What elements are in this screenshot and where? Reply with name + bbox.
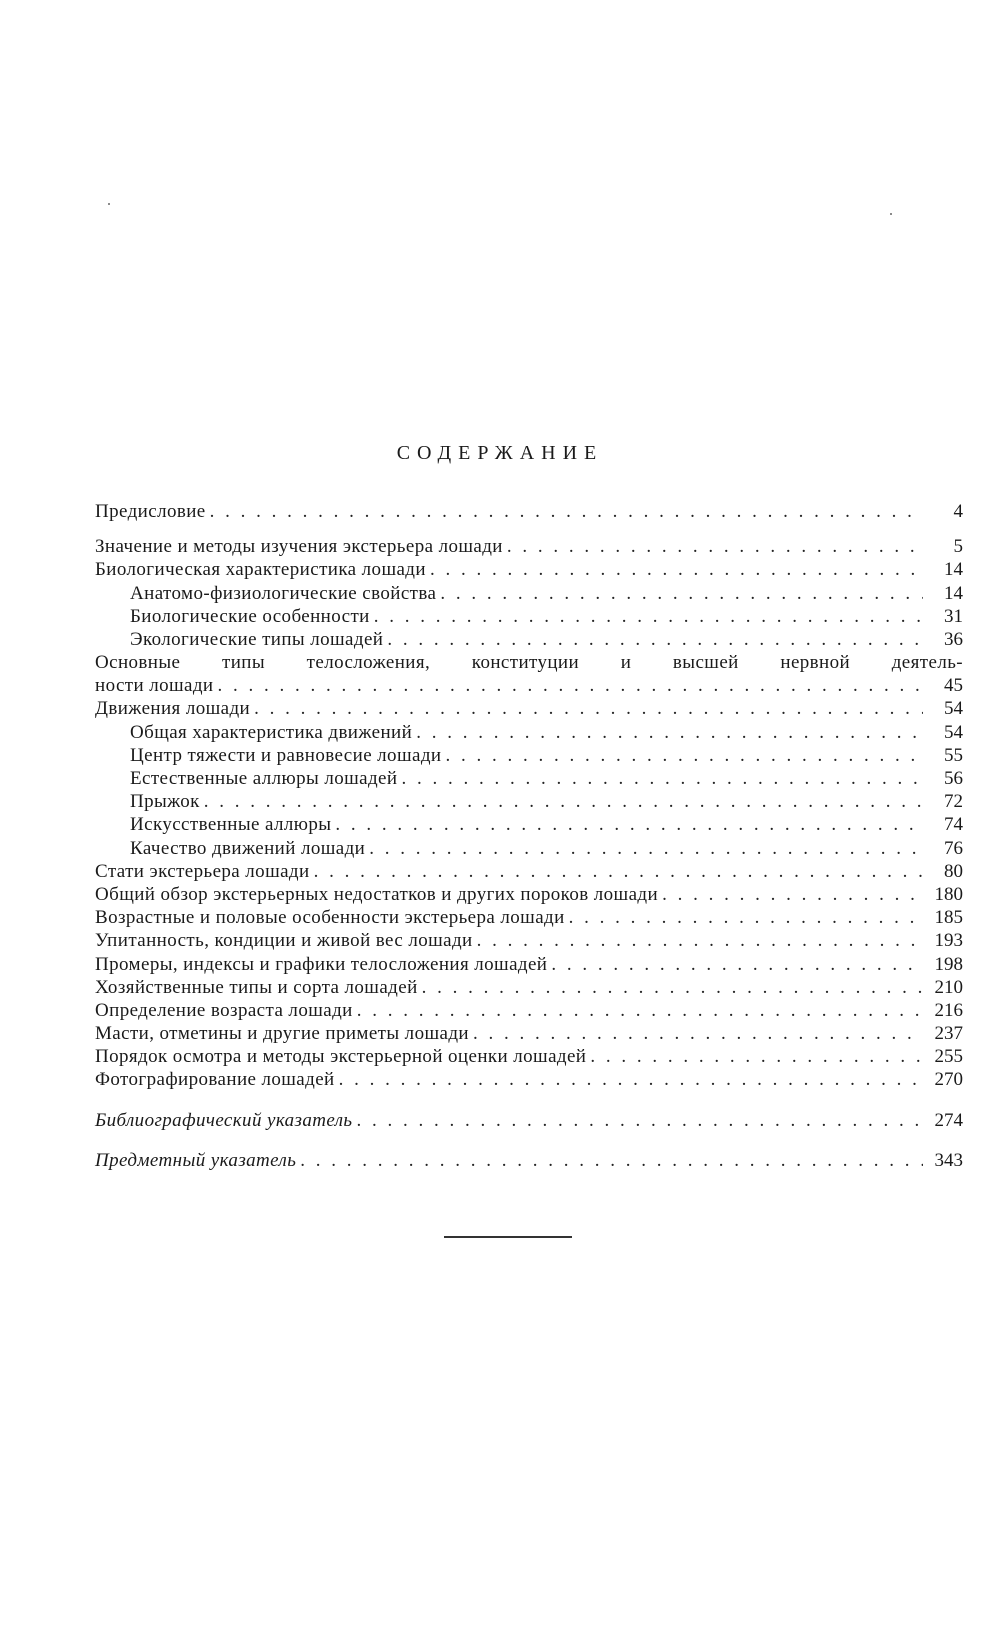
toc-page-number: 185	[934, 907, 963, 929]
toc-entry-label: Возрастные и половые особенности экстерьера лошади	[95, 907, 565, 929]
toc-page-number: 216	[934, 999, 963, 1021]
toc-page-number: 54	[944, 698, 963, 720]
toc-page-number: 198	[934, 953, 963, 975]
toc-entry-bibliography[interactable]	[95, 1109, 963, 1132]
toc-entry-label: Стати экстерьера лошади	[95, 860, 310, 882]
dot-leader	[473, 1022, 923, 1045]
dot-leader	[477, 929, 923, 952]
toc-subentry[interactable]	[95, 744, 963, 767]
dot-leader	[662, 883, 923, 906]
toc-page-number: 55	[944, 744, 963, 766]
toc-entry-label: Библиографический указатель	[95, 1109, 353, 1131]
toc-page-number: 36	[944, 628, 963, 650]
dot-leader	[401, 767, 923, 790]
dot-leader	[430, 558, 923, 581]
dot-leader	[204, 790, 923, 813]
dot-leader	[210, 500, 923, 523]
dot-leader	[300, 1149, 923, 1172]
toc-page-number: 74	[944, 814, 963, 836]
dot-leader	[445, 744, 923, 767]
dot-leader	[369, 837, 923, 860]
toc-entry-label: ности лошади	[95, 675, 214, 697]
toc-entry-label: Фотографирование лошадей	[95, 1069, 335, 1091]
toc-page-number: 274	[934, 1109, 963, 1131]
dot-leader	[339, 1068, 923, 1091]
toc-entry[interactable]	[95, 976, 963, 999]
toc-page-number: 255	[934, 1046, 963, 1068]
toc-page-number: 56	[944, 768, 963, 790]
toc-page-number: 210	[934, 976, 963, 998]
dot-leader	[357, 999, 923, 1022]
toc-subentry[interactable]	[95, 813, 963, 836]
dot-leader	[440, 582, 923, 605]
toc-entry-subject-index[interactable]	[95, 1149, 963, 1172]
dot-leader	[551, 953, 923, 976]
table-of-contents	[95, 500, 963, 1172]
toc-entry-label: Промеры, индексы и графики телосложения лошадей	[95, 953, 548, 975]
toc-page-number: 270	[934, 1069, 963, 1091]
toc-entry[interactable]	[95, 558, 963, 581]
toc-entry[interactable]	[95, 860, 963, 883]
toc-page-number: 31	[944, 605, 963, 627]
toc-page-number: 80	[944, 860, 963, 882]
toc-entry-label: Основные типы телосложения, конституции и высшей нервной деятель-	[95, 652, 963, 674]
dot-leader	[569, 906, 923, 929]
toc-page-number: 14	[944, 582, 963, 604]
scan-speck	[108, 203, 110, 205]
toc-subentry[interactable]	[95, 582, 963, 605]
toc-entry[interactable]	[95, 929, 963, 952]
toc-entry[interactable]	[95, 1045, 963, 1068]
toc-entry-label: Значение и методы изучения экстерьера лошади	[95, 536, 503, 558]
dot-leader	[374, 605, 923, 628]
toc-page-number: 45	[944, 675, 963, 697]
toc-page-number: 343	[934, 1149, 963, 1171]
dot-leader	[356, 1109, 923, 1132]
toc-entry-label: Биологические особенности	[130, 605, 370, 627]
toc-entry-label: Биологическая характеристика лошади	[95, 559, 426, 581]
toc-entry[interactable]	[95, 1069, 963, 1092]
toc-entry-label: Искусственные аллюры	[130, 814, 332, 836]
toc-page-number: 180	[934, 883, 963, 905]
toc-page-number: 193	[934, 930, 963, 952]
dot-leader	[217, 674, 923, 697]
toc-entry-label: Движения лошади	[95, 698, 251, 720]
toc-entry-label: Определение возраста лошади	[95, 999, 353, 1021]
toc-entry-continuation[interactable]	[95, 674, 963, 697]
toc-page-number: 54	[944, 721, 963, 743]
toc-entry-label: Общая характеристика движений	[130, 721, 413, 743]
dot-leader	[387, 628, 923, 651]
toc-entry-first-line[interactable]	[95, 651, 963, 674]
toc-entry-label: Общий обзор экстерьерных недостатков и других пороков лошади	[95, 883, 659, 905]
dot-leader	[254, 697, 923, 720]
toc-entry-label: Качество движений лошади	[130, 837, 366, 859]
toc-entry-label: Масти, отметины и другие приметы лошади	[95, 1023, 469, 1045]
closing-rule	[444, 1236, 572, 1238]
toc-page-number: 14	[944, 559, 963, 581]
toc-entry[interactable]	[95, 500, 963, 523]
toc-entry[interactable]	[95, 1022, 963, 1045]
toc-entry[interactable]	[95, 883, 963, 906]
toc-page-number: 72	[944, 791, 963, 813]
dot-leader	[590, 1045, 923, 1068]
toc-entry-label: Хозяйственные типы и сорта лошадей	[95, 976, 418, 998]
toc-entry-label: Центр тяжести и равновесие лошади	[130, 744, 442, 766]
toc-page-number: 76	[944, 837, 963, 859]
toc-entry-label: Предметный указатель	[95, 1149, 297, 1171]
toc-entry-label: Анатомо-физиологические свойства	[130, 582, 437, 604]
toc-subentry[interactable]	[95, 721, 963, 744]
toc-page-number: 237	[934, 1023, 963, 1045]
toc-entry-label: Экологические типы лошадей	[130, 628, 384, 650]
toc-entry-label: Естественные аллюры лошадей	[130, 768, 398, 790]
toc-subentry[interactable]	[95, 790, 963, 813]
toc-subentry[interactable]	[95, 767, 963, 790]
toc-entry-label: Порядок осмотра и методы экстерьерной оценки лошадей	[95, 1046, 587, 1068]
toc-entry[interactable]	[95, 953, 963, 976]
toc-entry-label: Предисловие	[95, 500, 206, 522]
toc-entry[interactable]	[95, 906, 963, 929]
toc-subentry[interactable]	[95, 605, 963, 628]
dot-leader	[422, 976, 923, 999]
page-title: СОДЕРЖАНИЕ	[396, 442, 604, 464]
dot-leader	[335, 813, 923, 836]
scan-speck	[890, 213, 892, 215]
dot-leader	[507, 535, 923, 558]
toc-entry-label: Прыжок	[130, 791, 200, 813]
dot-leader	[314, 860, 923, 883]
toc-page-number: 5	[953, 536, 963, 558]
toc-entry[interactable]	[95, 698, 963, 721]
toc-entry[interactable]	[95, 535, 963, 558]
toc-subentry[interactable]	[95, 628, 963, 651]
dot-leader	[416, 721, 923, 744]
toc-page-number: 4	[953, 500, 963, 522]
toc-entry[interactable]	[95, 999, 963, 1022]
toc-entry-label: Упитанность, кондиции и живой вес лошади	[95, 930, 473, 952]
toc-subentry[interactable]	[95, 837, 963, 860]
